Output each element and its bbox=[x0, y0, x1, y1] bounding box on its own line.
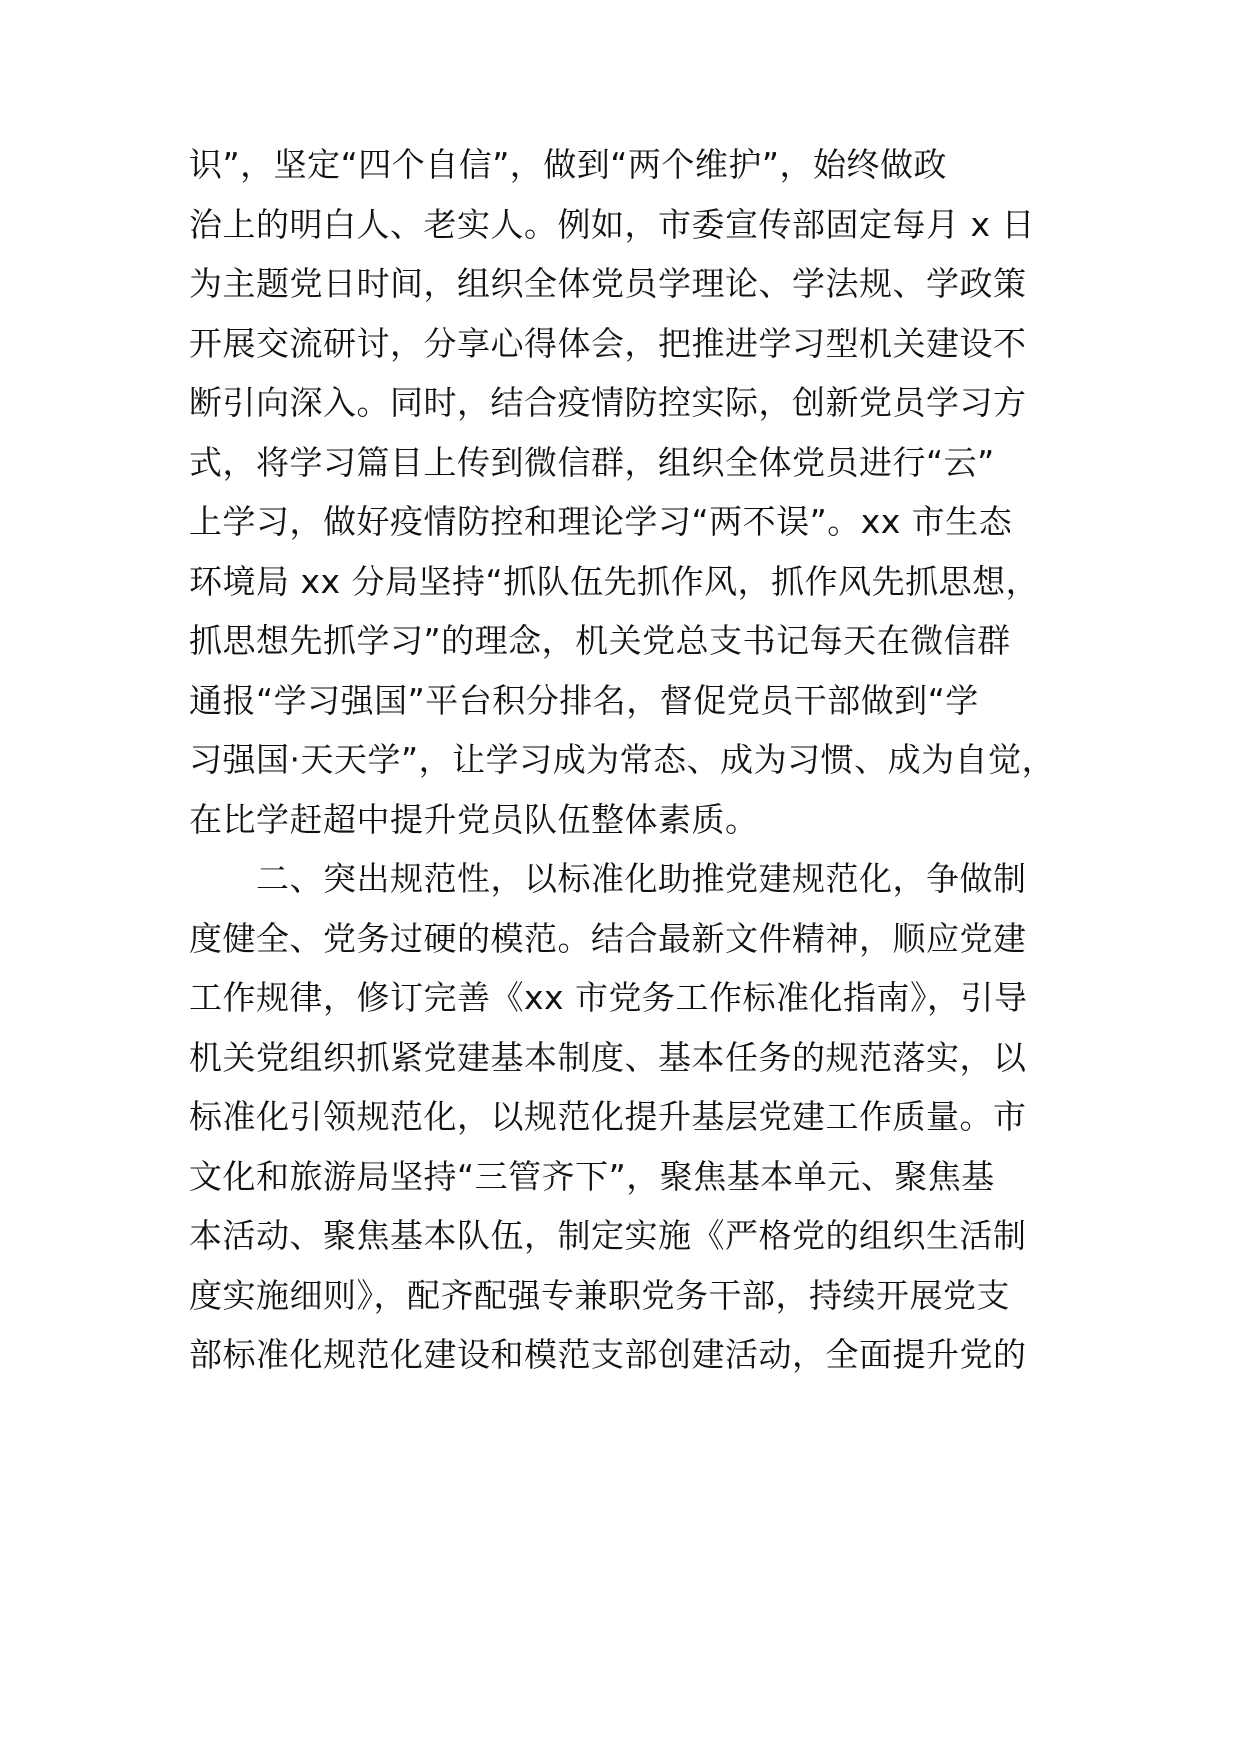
body-text-line: 文化和旅游局坚持“三管齐下”，聚焦基本单元、聚焦基 bbox=[189, 1157, 995, 1196]
body-text-line: 治上的明白人、老实人。例如，市委宣传部固定每月 x 日 bbox=[189, 205, 1036, 244]
body-text-line: 开展交流研讨，分享心得体会，把推进学习型机关建设不 bbox=[189, 324, 1027, 363]
body-text-line: 为主题党日时间，组织全体党员学理论、学法规、学政策 bbox=[189, 264, 1027, 303]
body-text-line: 部标准化规范化建设和模范支部创建活动，全面提升党的 bbox=[189, 1335, 1027, 1374]
body-text-line: 度实施细则》，配齐配强专兼职党务干部，持续开展党支 bbox=[189, 1276, 1010, 1315]
paragraph-heading-line: 二、突出规范性，以标准化助推党建规范化，争做制 bbox=[256, 859, 1027, 898]
body-text-line: 标准化引领规范化，以规范化提升基层党建工作质量。市 bbox=[189, 1097, 1027, 1136]
body-text-line: 机关党组织抓紧党建基本制度、基本任务的规范落实，以 bbox=[189, 1038, 1027, 1077]
body-text-line: 在比学赶超中提升党员队伍整体素质。 bbox=[189, 800, 759, 839]
body-text-line: 通报“学习强国”平台积分排名，督促党员干部做到“学 bbox=[189, 681, 979, 720]
body-text-line: 抓思想先抓学习”的理念，机关党总支书记每天在微信群 bbox=[189, 621, 1011, 660]
body-text-line: 上学习，做好疫情防控和理论学习“两不误”。xx 市生态 bbox=[189, 502, 1013, 541]
body-text-line: 断引向深入。同时，结合疫情防控实际，创新党员学习方 bbox=[189, 383, 1027, 422]
body-text-line: 式，将学习篇目上传到微信群，组织全体党员进行“云” bbox=[189, 443, 995, 482]
body-text-line: 工作规律，修订完善《xx 市党务工作标准化指南》，引导 bbox=[189, 978, 1028, 1017]
body-text-line: 度健全、党务过硬的模范。结合最新文件精神，顺应党建 bbox=[189, 919, 1027, 958]
body-text-line: 识”，坚定“四个自信”，做到“两个维护”，始终做政 bbox=[189, 145, 947, 184]
body-text-line: 环境局 xx 分局坚持“抓队伍先抓作风，抓作风先抓思想， bbox=[189, 562, 1040, 601]
body-text-line: 本活动、聚焦基本队伍，制定实施《严格党的组织生活制 bbox=[189, 1216, 1027, 1255]
body-text-line: 习强国·天天学”，让学习成为常态、成为习惯、成为自觉， bbox=[189, 740, 1056, 779]
